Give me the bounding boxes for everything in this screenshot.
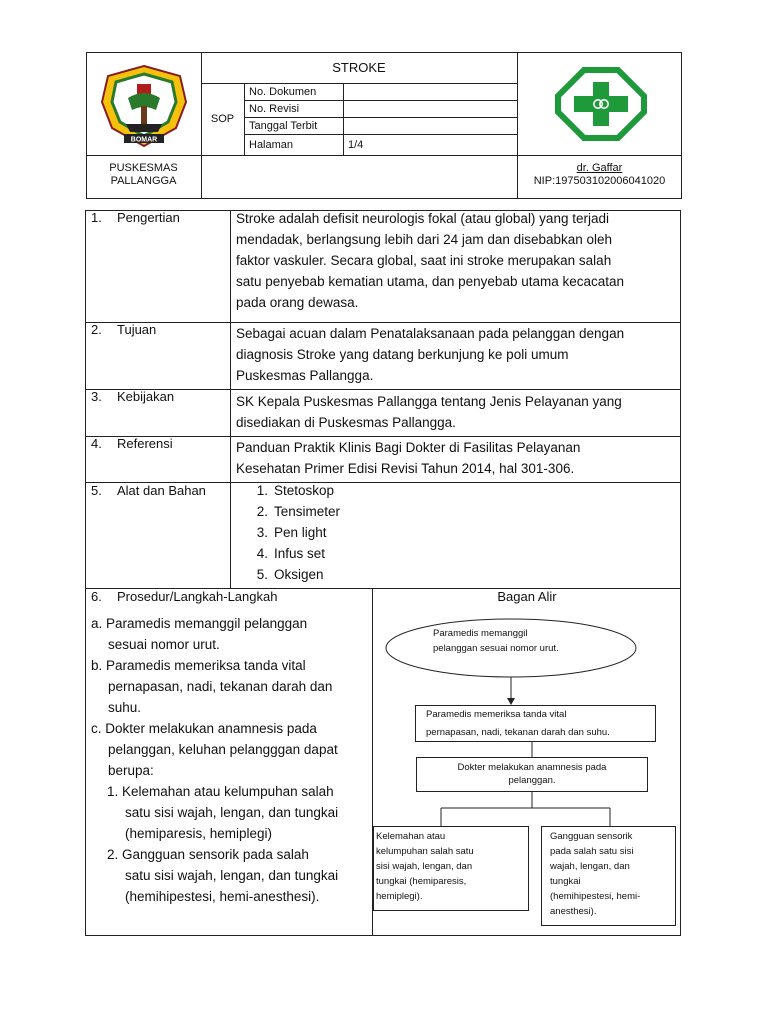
flowchart-text-line: kelumpuhan salah satu bbox=[376, 846, 474, 857]
list-number: 4. bbox=[256, 546, 268, 561]
signer-nip: NIP:197503102006041020 bbox=[533, 175, 666, 187]
text-line: Puskesmas Pallangga. bbox=[236, 368, 374, 383]
section-number: 2. bbox=[91, 322, 102, 337]
field-label-no-dokumen: No. Dokumen bbox=[249, 85, 317, 98]
flowchart-arrowhead bbox=[507, 698, 515, 705]
org-name-line1: PUSKESMAS bbox=[109, 162, 178, 174]
step-line: a. Paramedis memanggil pelanggan bbox=[91, 616, 308, 631]
list-number: 1. bbox=[256, 483, 268, 498]
section-title: Alat dan Bahan bbox=[117, 483, 206, 498]
step-line: c. Dokter melakukan anamnesis pada bbox=[91, 721, 317, 736]
list-text: Infus set bbox=[274, 546, 326, 561]
flowchart-text-line: Gangguan sensorik bbox=[550, 831, 633, 842]
list-text: Stetoskop bbox=[274, 483, 335, 498]
text-line: mendadak, berlangsung lebih dari 24 jam dan disebabkan oleh bbox=[236, 232, 613, 247]
list-number: 2. bbox=[256, 504, 268, 519]
flowchart-text-line: (hemihipestesi, hemi- bbox=[550, 891, 641, 902]
step-line: satu sisi wajah, lengan, dan tungkai bbox=[125, 868, 339, 883]
flowchart-text-line: wajah, lengan, dan bbox=[550, 861, 630, 872]
flowchart-text-line: Paramedis memanggil bbox=[433, 628, 528, 639]
list-text: Tensimeter bbox=[274, 504, 341, 519]
step-line: (hemihipestesi, hemi-anesthesi). bbox=[125, 889, 320, 904]
flowchart-text-line: pada salah satu sisi bbox=[550, 846, 634, 857]
section-number: 3. bbox=[91, 389, 102, 404]
field-label-halaman: Halaman bbox=[249, 138, 294, 151]
sop-title: STROKE bbox=[332, 60, 386, 75]
flowchart-text-line: hemiplegi). bbox=[376, 891, 423, 902]
flowchart-step-anamnesis bbox=[416, 757, 648, 792]
field-label-no-revisi: No. Revisi bbox=[249, 102, 300, 115]
text-line: faktor vaskuler. Secara global, saat ini stroke merupakan salah bbox=[236, 253, 612, 268]
text-line: satu penyebab kematian utama, dan penyebab utama kecacatan bbox=[236, 274, 625, 289]
text-line: Stroke adalah defisit neurologis fokal (atau global) yang terjadi bbox=[236, 211, 609, 226]
text-line: Kesehatan Primer Edisi Revisi Tahun 2014, hal 301-306. bbox=[236, 461, 575, 476]
step-line: berupa: bbox=[108, 763, 154, 778]
list-text: Pen light bbox=[274, 525, 327, 540]
step-line: b. Paramedis memeriksa tanda vital bbox=[91, 658, 306, 673]
section-title: Referensi bbox=[117, 436, 173, 451]
flowchart-text-line: pelanggan sesuai nomor urut. bbox=[433, 643, 559, 654]
step-line: (hemiparesis, hemiplegi) bbox=[125, 826, 273, 841]
emblem-banner-text: BOMAR bbox=[130, 136, 158, 144]
step-line: pelanggan, keluhan pelangggan dapat bbox=[108, 742, 338, 757]
org-name-line2: PALLANGGA bbox=[110, 175, 177, 187]
section-title: Tujuan bbox=[117, 322, 157, 337]
flowchart-text-line: tungkai (hemiparesis, bbox=[376, 876, 467, 887]
section-number: 6. bbox=[91, 589, 102, 604]
text-line: disediakan di Puskesmas Pallangga. bbox=[236, 415, 456, 430]
section-title: Prosedur/Langkah-Langkah bbox=[117, 589, 278, 604]
text-line: pada orang dewasa. bbox=[236, 295, 359, 310]
bagan-alir-title: Bagan Alir bbox=[497, 589, 557, 604]
flowchart-text-line: Kelemahan atau bbox=[376, 831, 446, 842]
section-title: Kebijakan bbox=[117, 389, 175, 404]
step-line: 1. Kelemahan atau kelumpuhan salah bbox=[107, 784, 334, 799]
section-title: Pengertian bbox=[117, 210, 180, 225]
flowchart-text-line: tungkai bbox=[550, 876, 581, 887]
sop-label: SOP bbox=[210, 113, 235, 125]
flowchart-text-line: pelanggan. bbox=[508, 775, 556, 786]
list-number: 5. bbox=[256, 567, 268, 582]
step-line: suhu. bbox=[108, 700, 142, 715]
signer-name: dr. Gaffar bbox=[576, 162, 623, 174]
flowchart-text-line: Paramedis memeriksa tanda vital bbox=[426, 709, 567, 720]
step-line: 2. Gangguan sensorik pada salah bbox=[107, 847, 309, 862]
flowchart-text-line: Dokter melakukan anamnesis pada bbox=[457, 762, 607, 773]
flowchart-branch-sensory bbox=[541, 826, 676, 926]
flowchart-text-line: sisi wajah, lengan, dan bbox=[376, 861, 473, 872]
text-line: Panduan Praktik Klinis Bagi Dokter di Fasilitas Pelayanan bbox=[236, 440, 581, 455]
flowchart-start-text bbox=[433, 626, 603, 656]
text-line: diagnosis Stroke yang datang berkunjung ke poli umum bbox=[236, 347, 569, 362]
flowchart-text-line: anesthesi). bbox=[550, 906, 597, 917]
step-line: pernapasan, nadi, tekanan darah dan bbox=[108, 679, 333, 694]
text-line: SK Kepala Puskesmas Pallangga tentang Jenis Pelayanan yang bbox=[236, 394, 622, 409]
step-line: satu sisi wajah, lengan, dan tungkai bbox=[125, 805, 339, 820]
list-number: 3. bbox=[256, 525, 268, 540]
list-text: Oksigen bbox=[274, 567, 324, 582]
section-number: 4. bbox=[91, 436, 102, 451]
text-line: Sebagai acuan dalam Penatalaksanaan pada pelanggan dengan bbox=[236, 326, 625, 341]
flowchart-step-vital-signs bbox=[415, 705, 656, 742]
step-line: sesuai nomor urut. bbox=[108, 637, 220, 652]
field-label-tanggal-terbit: Tanggal Terbit bbox=[249, 119, 318, 132]
field-value-halaman: 1/4 bbox=[348, 138, 364, 151]
flowchart-branch-weakness bbox=[373, 826, 529, 911]
flowchart-text-line: pernapasan, nadi, tekanan darah dan suhu. bbox=[426, 727, 610, 738]
section-number: 1. bbox=[91, 210, 102, 225]
section-number: 5. bbox=[91, 483, 102, 498]
